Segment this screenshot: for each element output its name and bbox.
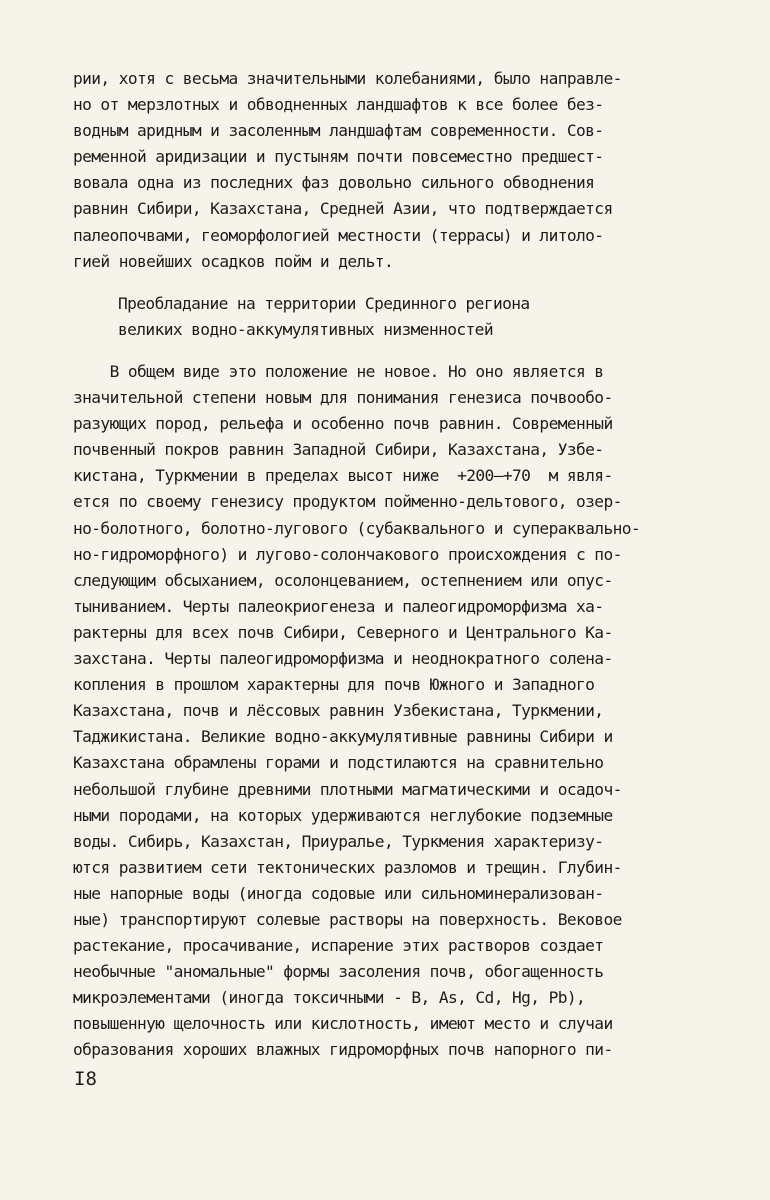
text-line: водным аридным и засоленным ландшафтам современности. Сов- xyxy=(73,121,604,141)
heading-line: великих водно-аккумулятивных низменностей xyxy=(118,320,493,340)
text-line: ются развитием сети тектонических разломов и трещин. Глубин- xyxy=(73,857,622,877)
text-line: образования хороших влажных гидроморфных почв напорного пи- xyxy=(73,1040,613,1060)
text-line: В общем виде это положение не новое. Но оно является в xyxy=(73,362,604,381)
text-line: ными породами, на которых удерживаются неглубокие подземные xyxy=(73,805,613,825)
text-line: но-болотного, болотно-лугового (субаквального и супераквально- xyxy=(73,518,641,538)
text-line: равнин Сибири, Казахстана, Средней Азии, что подтверждается xyxy=(73,199,613,219)
text-line: гией новейших осадков пойм и дельт. xyxy=(73,251,394,271)
text-line: тыниванием. Черты палеокриогенеза и палеогидроморфизма ха- xyxy=(73,596,604,616)
text-line: но от мерзлотных и обводненных ландшафтов к все более без- xyxy=(73,95,604,115)
text-line: копления в прошлом характерны для почв Южного и Западного xyxy=(73,675,595,695)
text-line: Казахстана обрамлены горами и подстилаются на сравнительно xyxy=(73,753,604,773)
page-number: I8 xyxy=(74,1068,97,1090)
text-line: микроэлементами (иногда токсичными - B, As, Cd, Hg, Pb), xyxy=(73,988,586,1008)
heading-line: Преобладание на территории Срединного региона xyxy=(118,294,530,313)
text-line: захстана. Черты палеогидроморфизма и неоднократного солена- xyxy=(73,649,613,669)
paragraph-continuation xyxy=(73,66,713,275)
text-line: ные) транспортируют солевые растворы на поверхность. Вековое xyxy=(73,909,622,929)
text-line: Таджикистана. Великие водно-аккумулятивные равнины Сибири и xyxy=(73,727,613,747)
text-line: разующих пород, рельефа и особенно почв равнин. Современный xyxy=(73,414,613,434)
text-line: небольшой глубине древними плотными магматическими и осадоч- xyxy=(73,779,622,799)
text-line: ременной аридизации и пустыням почти повсеместно предшест- xyxy=(73,147,604,167)
text-line: следующим обсыханием, осолонцеванием, остепнением или опус- xyxy=(73,570,613,590)
text-line: ные напорные воды (иногда содовые или сильноминерализован- xyxy=(73,883,604,903)
text-line: рии, хотя с весьма значительными колебаниями, было направле- xyxy=(73,69,622,88)
text-line: вовала одна из последних фаз довольно сильного обводнения xyxy=(73,173,595,193)
text-line: значительной степени новым для понимания генезиса почвообо- xyxy=(73,388,613,408)
text-line: необычные "аномальные" формы засоления почв, обогащенность xyxy=(73,962,604,982)
text-line: почвенный покров равнин Западной Сибири, Казахстана, Узбе- xyxy=(73,440,604,460)
text-line: кистана, Туркмении в пределах высот ниже +200–+70 м явля- xyxy=(73,466,613,486)
text-line: повышенную щелочность или кислотность, имеют место и случаи xyxy=(73,1014,613,1034)
text-line: но-гидроморфного) и лугово-солончакового происхождения с по- xyxy=(73,544,622,564)
text-line: Казахстана, почв и лёссовых равнин Узбекистана, Туркмении, xyxy=(73,701,604,721)
text-line: воды. Сибирь, Казахстан, Приуралье, Туркмения характеризу- xyxy=(73,831,604,851)
text-line: палеопочвами, геоморфологией местности (террасы) и литоло- xyxy=(73,225,604,245)
text-line: рактерны для всех почв Сибири, Северного и Центрального Ка- xyxy=(73,622,613,642)
paragraph xyxy=(73,359,713,1064)
section-heading xyxy=(118,291,758,343)
text-line: растекание, просачивание, испарение этих растворов создает xyxy=(73,936,604,956)
text-line: ется по своему генезису продуктом пойменно-дельтового, озер- xyxy=(73,492,622,512)
